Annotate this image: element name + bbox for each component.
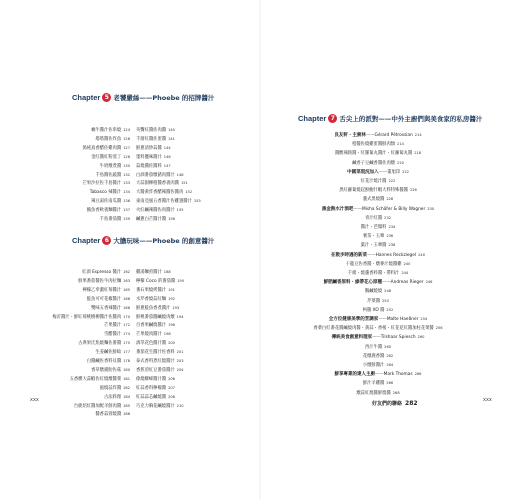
toc-entry-page: 182 — [123, 385, 130, 390]
toc-entry — [136, 402, 184, 410]
toc-entry-title: 鮮汁羊雞醬 — [362, 381, 385, 387]
toc-entry-title: 醬香蒜蓉燒醬 — [95, 412, 122, 418]
toc-entry — [0, 384, 130, 392]
toc-entry-page: 218 — [414, 151, 422, 156]
toc-entry-title: 鮪魚香軟義麵醬汁 — [86, 208, 122, 214]
toc-restaurant-name: 全方位健康美學的烹調家 — [328, 317, 379, 322]
chapter-number-badge: 5 — [102, 93, 111, 102]
toc-entry-title: 金紅醬紅粉蒸丁 — [91, 154, 122, 160]
toc-entry-page: 220 — [397, 160, 404, 165]
toc-entry-page: 203 — [176, 359, 184, 363]
toc-entry-page: 137 — [123, 208, 130, 213]
toc-entry-page: 170 — [123, 314, 130, 319]
toc-entry-page: 168 — [123, 305, 130, 310]
toc-restaurant-name: 傳統美食創意料理家 — [331, 335, 373, 341]
toc-entry-title: 雪醋醬汁 — [103, 332, 122, 338]
toc-entry — [0, 357, 130, 365]
toc-entry-page: 184 — [123, 394, 130, 399]
toc-entry-page: 214 — [397, 142, 404, 147]
toc-entry-page: 248 — [384, 289, 392, 294]
toc-entry-page: 193 — [172, 305, 180, 310]
toc-entry-title: 蝸牛醬汁佐串燒 — [91, 128, 122, 133]
toc-entry — [0, 268, 130, 276]
toc-entry-title: 風燒蒜炸醬 — [99, 385, 122, 391]
toc-entry — [0, 135, 130, 143]
toc-entry — [136, 313, 184, 321]
toc-entry-page: 226 — [409, 188, 417, 193]
toc-entry-title: 香草燉豬肋佐菇 — [91, 367, 122, 373]
toc-entry-page: 148 — [176, 172, 184, 177]
toc-entry-title: Tabasco 辣醬汁 — [89, 190, 122, 196]
toc-entry-title: 青汁紅醬 — [364, 215, 383, 221]
toc-entry — [136, 357, 184, 365]
toc-entry-title: 芒果沙拉佐千島醬汁 — [82, 181, 122, 187]
toc-entry-page: 172 — [123, 323, 130, 328]
toc-entry-title: 蘆式黑燒醬 — [362, 197, 385, 203]
toc-entry-title: 墨料鹽味醬汁 — [136, 154, 162, 160]
toc-entry-page: 206 — [168, 376, 175, 381]
chapter-title: 大膽玩味——Phoebe 的創意醬汁 — [113, 236, 215, 245]
toc-entry-title: 紅蒜香料檸檬醬 — [136, 385, 167, 391]
toc-entry-page: 163 — [123, 278, 130, 283]
chapter-number-badge: 6 — [102, 236, 111, 245]
toc-entry-page: 262 — [386, 353, 394, 358]
toc-entry-page: 188 — [163, 270, 171, 274]
toc-entry-title: 蒜燒醬佐醬料 — [136, 163, 162, 169]
toc-entry-title: 西汁牛醬 — [364, 344, 383, 350]
toc-entry — [136, 188, 192, 196]
toc-entry — [0, 179, 130, 187]
toc-entry-page: 155 — [176, 208, 184, 213]
toc-entry-title: 檸檬乙奉濃紅莓醬汁 — [82, 287, 122, 293]
toc-entry-title: 芒果醬汁 — [103, 323, 122, 329]
toc-entry — [0, 313, 130, 321]
toc-entry-page: 232 — [384, 215, 392, 220]
toc-entry-page: 228 — [386, 197, 394, 202]
toc-entry-page: 136 — [123, 199, 130, 204]
toc-entry-title: 古法料理 — [103, 394, 122, 400]
toc-dash: —— — [375, 372, 384, 378]
toc-author: Misha Schäfer & Billy Wagner — [362, 206, 426, 212]
toc-entry — [136, 339, 175, 347]
toc-entry-page: 201 — [176, 350, 184, 355]
toc-entry-page: 134 — [123, 190, 130, 195]
toc-restaurant-name: 中國菜現況加入 — [347, 169, 379, 175]
toc-entry — [356, 388, 399, 398]
toc-entry-page: 162 — [123, 270, 130, 274]
toc-entry — [136, 384, 175, 392]
toc-entry-page: 146 — [163, 154, 171, 159]
toc-entry-page: 124 — [123, 128, 130, 132]
toc-entry-title: 酒萃花色醬汁醬 — [136, 341, 167, 347]
toc-entry-title: 梅沂醬汁・鮮紅莓桃樹柳醬汁佐醬肉 — [52, 314, 122, 320]
toc-entry-page: 151 — [180, 181, 188, 186]
toc-entry-page: 126 — [123, 136, 130, 141]
toc-entry-title: 偽純真香醋佐雞肉醬 — [82, 145, 122, 151]
toc-entry-title: 紅酒 Espresso 醬汁 — [82, 270, 122, 275]
toc-entry-title: 五香燻大蒜蝦佐紅燒燉醬菜 — [69, 376, 122, 382]
toc-entry — [0, 330, 130, 338]
toc-entry-page: 191 — [168, 287, 175, 292]
toc-restaurant-name: 鮮肥鹹香原料・綠帶花心原種 — [323, 280, 383, 286]
toc-entry — [136, 330, 171, 338]
toc-dash: —— — [378, 317, 387, 322]
toc-entry-page: 165 — [123, 287, 130, 292]
toc-entry-page: 196 — [168, 323, 175, 328]
toc-entry — [136, 197, 201, 205]
toc-entry-title: 火紅鹹辣醬佐肉醬汁 — [136, 208, 175, 214]
toc-entry — [0, 277, 130, 285]
toc-entry-page: 152 — [185, 190, 193, 195]
toc-entry-page: 266 — [414, 372, 422, 377]
chapter-label: Chapter — [298, 113, 327, 123]
toc-entry-title: 雞湯麵煎醬汁 — [136, 270, 162, 275]
toc-entry — [0, 286, 130, 294]
toc-author: Malte Haeßner — [386, 317, 419, 322]
toc-entry-title: 花燉鹿香醬 — [362, 353, 385, 359]
toc-entry-page: 144 — [163, 145, 171, 150]
toc-entry-page: 246 — [425, 280, 433, 285]
toc-entry-title: 香蕉煎紅豆番茄醬汁 — [136, 367, 175, 373]
toc-dash: —— — [378, 169, 388, 175]
toc-entry-title: 鮮蔥鮭魚香煮醬汁 — [136, 305, 171, 311]
toc-entry-page: 268 — [392, 390, 400, 395]
toc-entry-title: 鵝鹹燒燒 — [364, 289, 383, 295]
toc-entry-page: 128 — [123, 154, 130, 159]
toc-entry — [136, 171, 184, 179]
toc-entry-title: 雙味五香辣醬汁 — [91, 305, 122, 311]
toc-entry — [0, 348, 130, 356]
toc-entry-title: 巧克力胸花鹹燒醬汁 — [136, 403, 175, 409]
toc-entry-page: 252 — [386, 307, 394, 312]
toc-entry-page: 133 — [123, 181, 130, 186]
toc-entry — [0, 197, 130, 205]
chapter-label: Chapter — [72, 235, 101, 245]
toc-entry — [136, 277, 184, 285]
toc-entry — [136, 321, 175, 329]
chapter-label: Chapter — [72, 92, 101, 102]
toc-entry — [136, 286, 175, 294]
toc-entry — [136, 153, 171, 161]
toc-entry — [0, 171, 130, 179]
page-gutter — [259, 0, 261, 500]
toc-entry — [136, 304, 179, 312]
toc-entry — [0, 321, 130, 329]
toc-entry-page: 132 — [123, 172, 130, 177]
toc-entry-page: 181 — [123, 376, 130, 381]
toc-entry — [136, 126, 175, 134]
toc-entry-title: 芒果燒肉醬汁 — [136, 332, 162, 338]
toc-entry-page: 175 — [123, 341, 130, 346]
toc-restaurant-name: 鮮享專業的達人主廚 — [334, 372, 376, 378]
toc-entry-page: 264 — [386, 363, 394, 367]
toc-entry-page: 240 — [418, 252, 425, 257]
toc-entry — [136, 375, 175, 383]
toc-entry-title: 紅蒜蒜芯鹹燒醬 — [136, 394, 167, 400]
toc-entry — [0, 126, 130, 134]
toc-entry-title: 醬酸辣熱醬・紅羅蔔丸醬汁・紅蘿蔔丸醬 — [334, 151, 413, 157]
toc-entry-title: 塔塔醬佐炸魚 — [95, 136, 122, 142]
toc-entry-page: 186 — [123, 412, 130, 417]
chapter-title: 舌尖上的派對——中外主廚們與美食家的私房醬汁 — [339, 114, 483, 123]
toc-entry-title: 鮮蔥清炒蒜醬 — [136, 145, 162, 151]
toc-entry-title: 傣燒酥蜂醬汁醬 — [136, 376, 167, 382]
toc-restaurant-name: 良友軒・主廚林 — [334, 133, 366, 138]
toc-entry-page: 192 — [168, 296, 175, 301]
toc-entry-title: 大蒜甜柳橙醬香義肉醬 — [136, 181, 179, 187]
toc-entry — [0, 153, 130, 161]
toc-entry-page: 204 — [176, 367, 184, 372]
toc-entry-title: 千島番茄醬 — [99, 217, 122, 222]
toc-entry-page: 210 — [176, 403, 184, 408]
toc-author: 董旭印 — [387, 169, 401, 175]
toc-entry-title: 柯黴 XO 醬 — [362, 307, 385, 313]
toc-entry-title: 生姜鹹佐鮮蛤 — [95, 350, 122, 356]
toc-author: Mark Thomas — [383, 372, 413, 378]
toc-entry-title: 薯茶・玉蕈 — [362, 234, 385, 240]
toc-entry-title: 橙醬佐燒雞蛋醬鮮肉類 — [352, 142, 396, 148]
toc-entry — [0, 162, 130, 170]
toc-entry-page: 266 — [386, 381, 394, 386]
toc-entry-page: 254 — [420, 317, 428, 321]
toc-entry-title: 大醬黃炸香醋辣醬佐醬肉 — [136, 190, 184, 196]
toc-entry — [136, 268, 171, 276]
toc-entry-title: 百香果鹹燒醬汁 — [136, 323, 167, 329]
toc-entry-title: 干龍豆佐香醬・燉麥汁燒醬雞 — [345, 261, 402, 267]
toc-entry-page: 244 — [401, 271, 409, 275]
toc-entry — [0, 295, 130, 303]
toc-entry-title: 番茄花生醬汁佐香料 — [136, 350, 175, 356]
toc-entry — [0, 206, 130, 214]
toc-entry-page: 180 — [123, 367, 130, 372]
contact-page: 282 — [405, 400, 418, 407]
toc-entry-title: 泰式香料煮紅燒醬汁 — [136, 359, 175, 364]
toc-entry-title: 醬汁・芭燦料 — [360, 225, 387, 230]
toc-author: Hannes Reckziegel — [375, 252, 417, 258]
toc-entry-page: 141 — [168, 136, 175, 141]
chapter-title: 老饕嚴絲——Phoebe 的招牌醬汁 — [113, 93, 215, 102]
toc-entry-page: 238 — [388, 243, 396, 248]
toc-entry-title: 白酒番茄燉豬肉醬汁 — [136, 172, 175, 178]
toc-entry-title: 千緒・燒蘆香料醬・帶料汁 — [347, 271, 400, 276]
contact-entry — [372, 400, 418, 407]
toc-entry-page: 222 — [402, 169, 409, 174]
toc-entry-title: 黑紅蘿蔔燒起鮮鮑什蝦大料特殊醬醬 — [339, 188, 408, 194]
toc-entry — [0, 304, 130, 312]
toc-entry-page: 200 — [168, 341, 175, 346]
toc-entry-title: 檸檬 Coco 的番茄醬 — [136, 278, 176, 284]
toc-entry — [136, 348, 184, 356]
toc-entry-title: 鮮桃番茄醬鹹燒肉燉 — [136, 314, 175, 320]
chapter-number-badge: 7 — [328, 114, 337, 123]
toc-entry — [0, 366, 130, 374]
left-page-number: xxx — [30, 397, 39, 403]
toc-entry-page: 207 — [168, 385, 175, 390]
toc-entry-page: 156 — [168, 217, 175, 221]
toc-entry — [0, 410, 130, 418]
toc-entry-page: 250 — [382, 298, 389, 303]
toc-entry-title: 葉汁・玉蕈醬 — [360, 243, 387, 249]
toc-entry — [136, 393, 175, 401]
toc-entry-title: 水芹香燒蒜紅麵 — [136, 296, 167, 302]
toc-entry-page: 153 — [193, 199, 201, 204]
toc-entry-page: 194 — [176, 314, 184, 319]
toc-entry — [136, 135, 175, 143]
toc-restaurant-name: 黑金熱水汁酒吧 — [321, 206, 354, 212]
toc-entry-page: 177 — [123, 350, 130, 355]
toc-dash: —— — [382, 280, 391, 286]
toc-entry-page: 236 — [386, 234, 394, 239]
toc-entry-title: 紅花汁燒汁醬 — [360, 179, 387, 184]
toc-entry-title: 芹菜醬 — [367, 298, 381, 304]
toc-entry-title: 鹹蔥白芒醬汁醬 — [136, 217, 167, 222]
toc-entry-page: 190 — [177, 278, 184, 283]
toc-entry — [136, 295, 175, 303]
toc-entry-title: 東南亞風五香醬汁佐雞翅醬汁 — [136, 199, 192, 205]
toc-entry-page: 198 — [163, 332, 171, 337]
toc-entry — [0, 375, 130, 383]
toc-entry — [0, 215, 130, 223]
toc-entry-page: 260 — [384, 344, 392, 349]
toc-author: Tilshaar Spiesch — [380, 335, 416, 341]
toc-entry-page: 130 — [123, 163, 130, 168]
toc-entry-page: 178 — [123, 359, 130, 363]
contact-label: 好友們的聯絡 — [372, 401, 403, 407]
chapter5-heading — [72, 91, 214, 103]
toc-entry-title: 千層紅醬佐蛋醬 — [136, 136, 167, 142]
toc-entry-page: 174 — [123, 332, 130, 337]
toc-dash: —— — [372, 335, 381, 341]
toc-entry-page: 214 — [414, 133, 422, 137]
toc-entry-title: 白醬鹹佐香料貝醬 — [86, 359, 122, 364]
chapter7-heading — [298, 112, 482, 124]
toc-entry-page: 185 — [123, 403, 130, 408]
toc-entry — [136, 179, 188, 187]
toc-entry-title: 辣豆湯佐南瓜醬 — [91, 199, 122, 205]
toc-author: Andreas Rieger — [390, 280, 424, 286]
toc-entry-page: 222 — [388, 179, 396, 183]
toc-dash: —— — [367, 252, 376, 258]
toc-restaurant-name: 在散步時遇的新菜 — [331, 252, 368, 258]
toc-entry-page: 234 — [388, 225, 396, 229]
toc-entry-title: 鮮果番茄醬佐牛肉拉麵 — [78, 278, 122, 284]
toc-entry-page: 147 — [163, 163, 171, 168]
chapter6-heading — [72, 234, 214, 246]
toc-dash: —— — [365, 133, 375, 138]
toc-author: Gérard Pétrossian — [374, 133, 413, 138]
toc-entry-title: 燉蒜紅燒醬鮮燒醬 — [356, 390, 391, 396]
toc-entry-title: 鮭魚可可花椒醬汁 — [86, 296, 122, 302]
toc-entry-title: 古典果氏焦燒麵佐番醬 — [78, 341, 122, 347]
toc-entry-title: 千島醬佐蔬醬 — [95, 172, 122, 178]
toc-entry-title: 鹹香子豆鹹香醬佐肉燉 — [352, 160, 396, 166]
toc-entry — [0, 144, 130, 152]
toc-entry — [0, 188, 130, 196]
toc-entry — [136, 215, 175, 223]
toc-entry-page: 230 — [427, 206, 435, 211]
toc-entry — [0, 393, 130, 401]
toc-entry-page: 139 — [123, 217, 130, 221]
toc-entry-page: 256 — [435, 326, 443, 331]
toc-entry-title: 牛奶燉煮醬 — [99, 163, 122, 169]
right-page-number: xxx — [483, 397, 492, 403]
toc-entry-page: 127 — [123, 145, 130, 150]
toc-entry — [136, 206, 184, 214]
toc-entry-title: 香菜白紅番花醬鹹燒肉醬・黃蒜・香根・紅花花紅醬加柱花菜醬 — [313, 326, 434, 332]
toc-entry-page: 240 — [403, 261, 411, 266]
toc-entry-page: 260 — [417, 335, 425, 340]
toc-dash: —— — [353, 206, 362, 212]
toc-entry-title: 小燉鮮醬汁 — [362, 363, 385, 368]
toc-entry-title: 番石果燒烤醬汁 — [136, 287, 167, 293]
toc-entry — [136, 366, 184, 374]
toc-entry-title: 夾饗紅醬佐肉醬 — [136, 128, 167, 133]
toc-entry-page: 208 — [168, 394, 175, 399]
toc-entry — [136, 162, 171, 170]
toc-entry-title: 台鹿焙紅醬加配羊鮮肉醬 — [73, 403, 122, 409]
toc-entry-page: 166 — [123, 296, 130, 301]
toc-entry — [0, 402, 130, 410]
toc-entry — [0, 339, 130, 347]
toc-entry-page: 140 — [168, 128, 175, 132]
toc-entry — [136, 144, 171, 152]
